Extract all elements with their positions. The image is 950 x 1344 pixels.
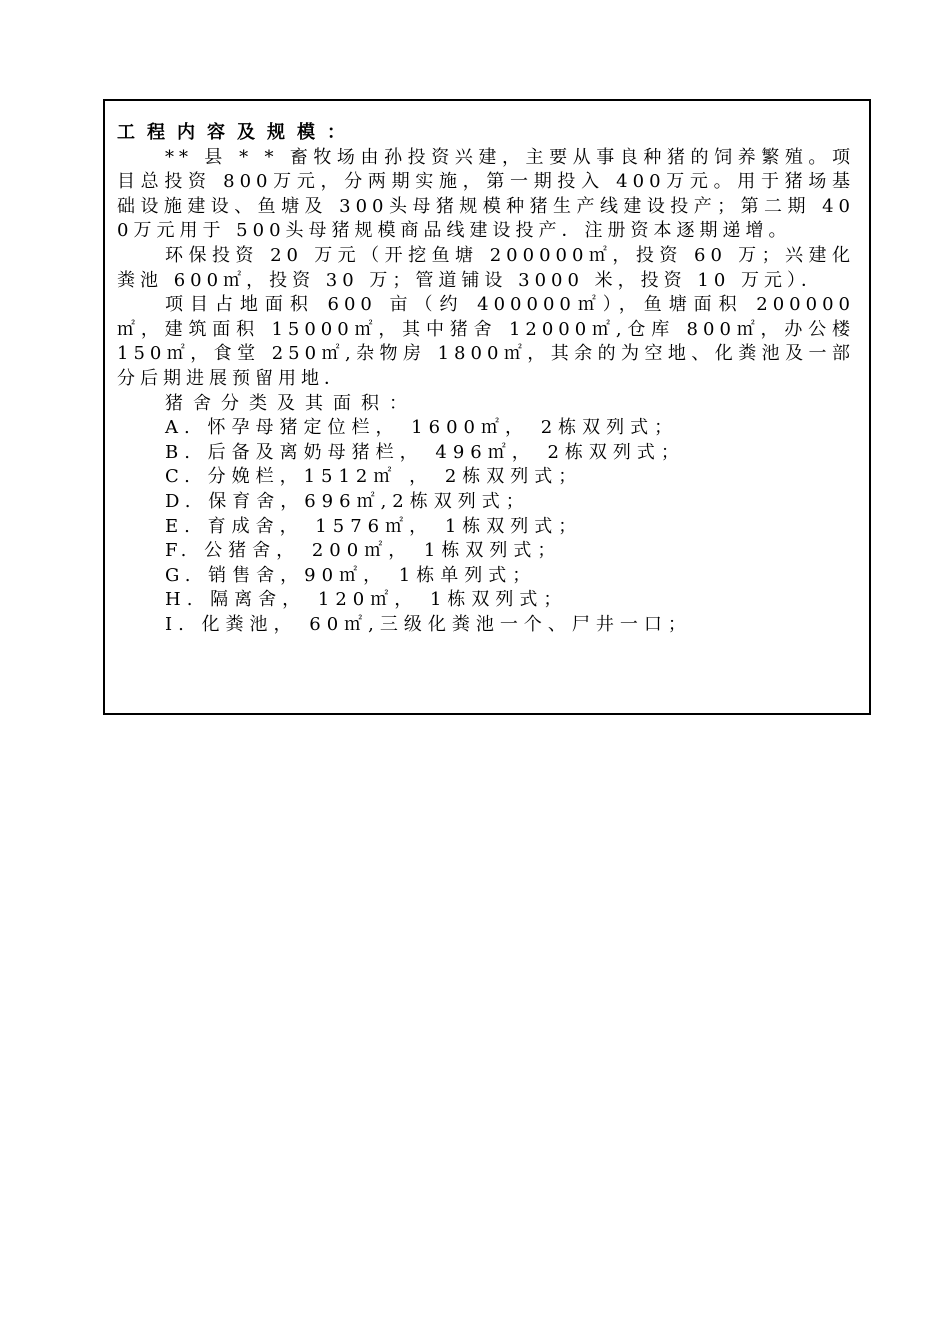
list-item: B. 后备及离奶母猪栏， 496㎡， 2栋双列式； (165, 441, 685, 463)
list-item: A. 怀孕母猪定位栏， 1600㎡， 2栋双列式； (165, 417, 679, 439)
list-item: D. 保育舍，696㎡,2栋双列式； (165, 490, 530, 512)
list-item: I. 化粪池， 60㎡,三级化粪池一个、尸井一口； (165, 613, 692, 635)
list-item: E. 育成舍， 1576㎡， 1栋双列式； (165, 515, 583, 537)
paragraph-project-overview: ** 县 * * 畜牧场由孙投资兴建，主要从事良种猪的饲养繁殖。项目总投资 800万元，分两期实施，第一期投入 400万元。用于猪场基础设施建设、鱼塘及 300头母猪规模种猪生产线建设投产；第二期 400万元用于 500头母猪规模商品线建设投产．注册资本逐期递增。 (117, 146, 855, 242)
paragraph-environmental-investment: 环保投资 20 万元（开挖鱼塘 200000㎡，投资 60 万；兴建化粪池 600㎡，投资 30 万；管道铺设 3000 米，投资 10 万元）． (117, 244, 855, 291)
project-content-body (117, 121, 855, 637)
list-item: G. 销售舍，90㎡， 1栋单列式； (165, 564, 537, 586)
list-item: C. 分娩栏，1512㎡ ， 2栋双列式； (165, 466, 583, 488)
pig-house-categories-heading: 猪舍分类及其面积： (165, 392, 417, 414)
pig-house-category-list (117, 416, 855, 637)
list-item: F. 公猪舍， 200㎡， 1栋双列式； (165, 540, 562, 562)
project-content-table-cell (103, 99, 871, 715)
section-heading: 工程内容及规模： (117, 122, 357, 143)
paragraph-land-area: 项目占地面积 600 亩（约 400000㎡），鱼塘面积 200000㎡，建筑面积 15000㎡，其中猪舍 12000㎡,仓库 800㎡，办公楼 150㎡，食堂 250㎡,杂物房 1800㎡，其余的为空地、化粪池及一部分后期进展预留用地． (117, 294, 855, 389)
list-item: H. 隔离舍， 120㎡， 1栋双列式； (165, 589, 568, 611)
